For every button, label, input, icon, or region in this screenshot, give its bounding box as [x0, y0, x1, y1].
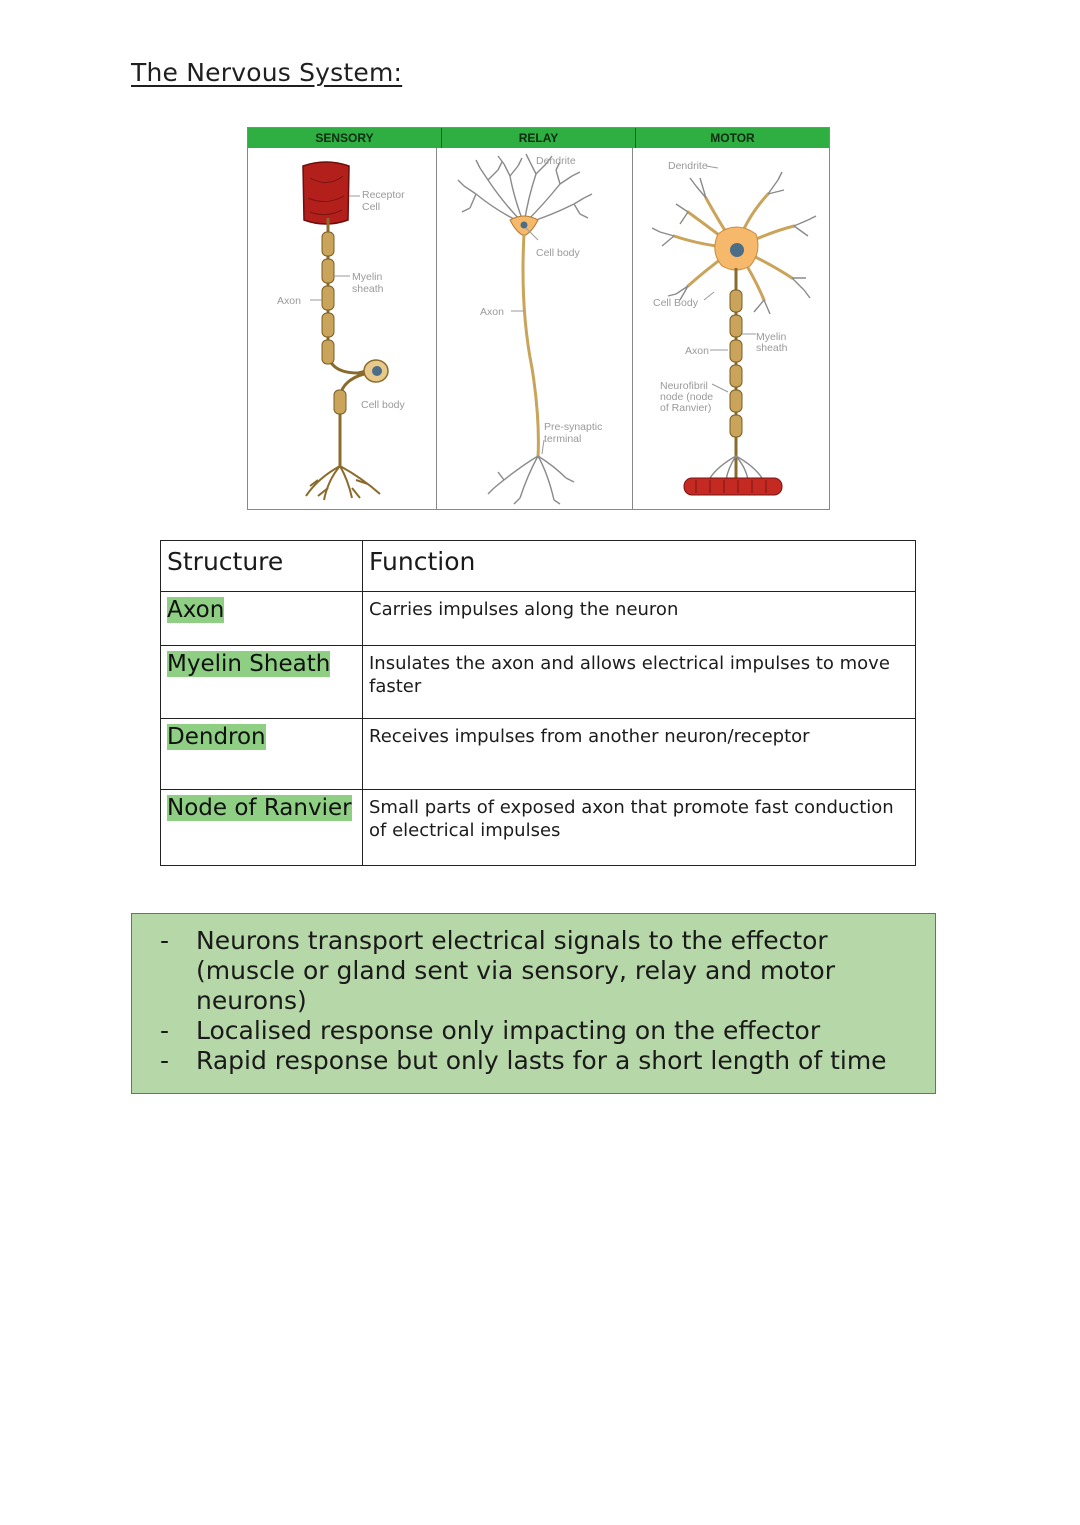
relay-dendrite-label: Dendrite	[536, 155, 576, 167]
header-motor: MOTOR	[710, 131, 755, 145]
bullet-dash: -	[160, 926, 170, 955]
neuron-diagram	[248, 128, 831, 511]
sensory-axon	[328, 218, 374, 373]
sensory-neuron	[277, 162, 406, 500]
motor-axon-label: Axon	[685, 345, 709, 357]
header-relay: RELAY	[442, 128, 636, 148]
list-item	[132, 926, 935, 1016]
summary-box	[131, 913, 936, 1094]
relay-neuron	[458, 154, 602, 504]
motor-myelin-label-1: Myelin	[756, 331, 787, 343]
motor-node-label-2: node (node	[660, 391, 714, 403]
bullet-dash: -	[160, 1016, 170, 1045]
relay-terminal-label-2: terminal	[544, 433, 582, 445]
motor-node-label-1: Neurofibril	[660, 380, 708, 392]
sensory-receptor-label-1: Receptor	[362, 189, 405, 201]
list-item	[132, 1046, 935, 1076]
figure-header-bar	[248, 128, 829, 148]
figure-divider	[436, 148, 437, 509]
relay-terminals	[488, 456, 574, 504]
summary-text: Localised response only impacting on the effector	[196, 1016, 821, 1045]
bullet-dash: -	[160, 1046, 170, 1075]
sensory-terminals	[306, 466, 380, 500]
motor-cell-body-label: Cell Body	[653, 297, 698, 309]
table-row	[161, 719, 916, 790]
neuron-types-figure	[247, 127, 830, 510]
sensory-receptor-label-2: Cell	[362, 201, 381, 213]
structure-cell: Axon	[167, 597, 225, 623]
function-cell: Receives impulses from another neuron/receptor	[363, 719, 916, 790]
table-row	[161, 592, 916, 646]
function-cell: Insulates the axon and allows electrical impulses to move faster	[363, 646, 916, 719]
motor-effector-muscle	[684, 478, 782, 495]
relay-terminal-label-1: Pre-synaptic	[544, 421, 603, 433]
sensory-axon-label: Axon	[277, 295, 301, 307]
structure-cell: Myelin Sheath	[167, 651, 331, 677]
summary-text: Rapid response but only lasts for a short length of time	[196, 1046, 887, 1075]
sensory-cell-body-label: Cell body	[361, 399, 405, 411]
summary-list	[132, 914, 935, 1076]
structure-cell: Dendron	[167, 724, 266, 750]
function-cell: Carries impulses along the neuron	[363, 592, 916, 646]
table-header-row	[161, 541, 916, 592]
structure-header: Structure	[161, 541, 363, 592]
relay-cell-body-label: Cell body	[536, 247, 580, 259]
figure-divider	[632, 148, 633, 509]
summary-text: Neurons transport electrical signals to the effector (muscle or gland sent via sensory, relay and motor neurons)	[196, 926, 835, 1015]
function-header: Function	[363, 541, 916, 592]
motor-myelin-label-2: sheath	[756, 342, 788, 354]
sensory-myelin-label-1: Myelin	[352, 271, 383, 283]
table-row	[161, 790, 916, 866]
structure-function-table	[160, 540, 916, 866]
header-sensory: SENSORY	[248, 128, 442, 148]
table-row	[161, 646, 916, 719]
page-title: The Nervous System:	[131, 58, 403, 87]
structure-cell: Node of Ranvier	[167, 795, 352, 821]
sensory-myelin-sheath	[322, 232, 334, 364]
motor-dendrite-label: Dendrite	[668, 160, 708, 172]
function-cell: Small parts of exposed axon that promote fast conduction of electrical impulses	[363, 790, 916, 866]
sensory-myelin-label-2: sheath	[352, 283, 384, 295]
motor-node-label-3: of Ranvier)	[660, 402, 712, 414]
relay-axon	[523, 234, 538, 458]
relay-axon-label: Axon	[480, 306, 504, 318]
list-item	[132, 1016, 935, 1046]
motor-neuron	[652, 160, 816, 495]
